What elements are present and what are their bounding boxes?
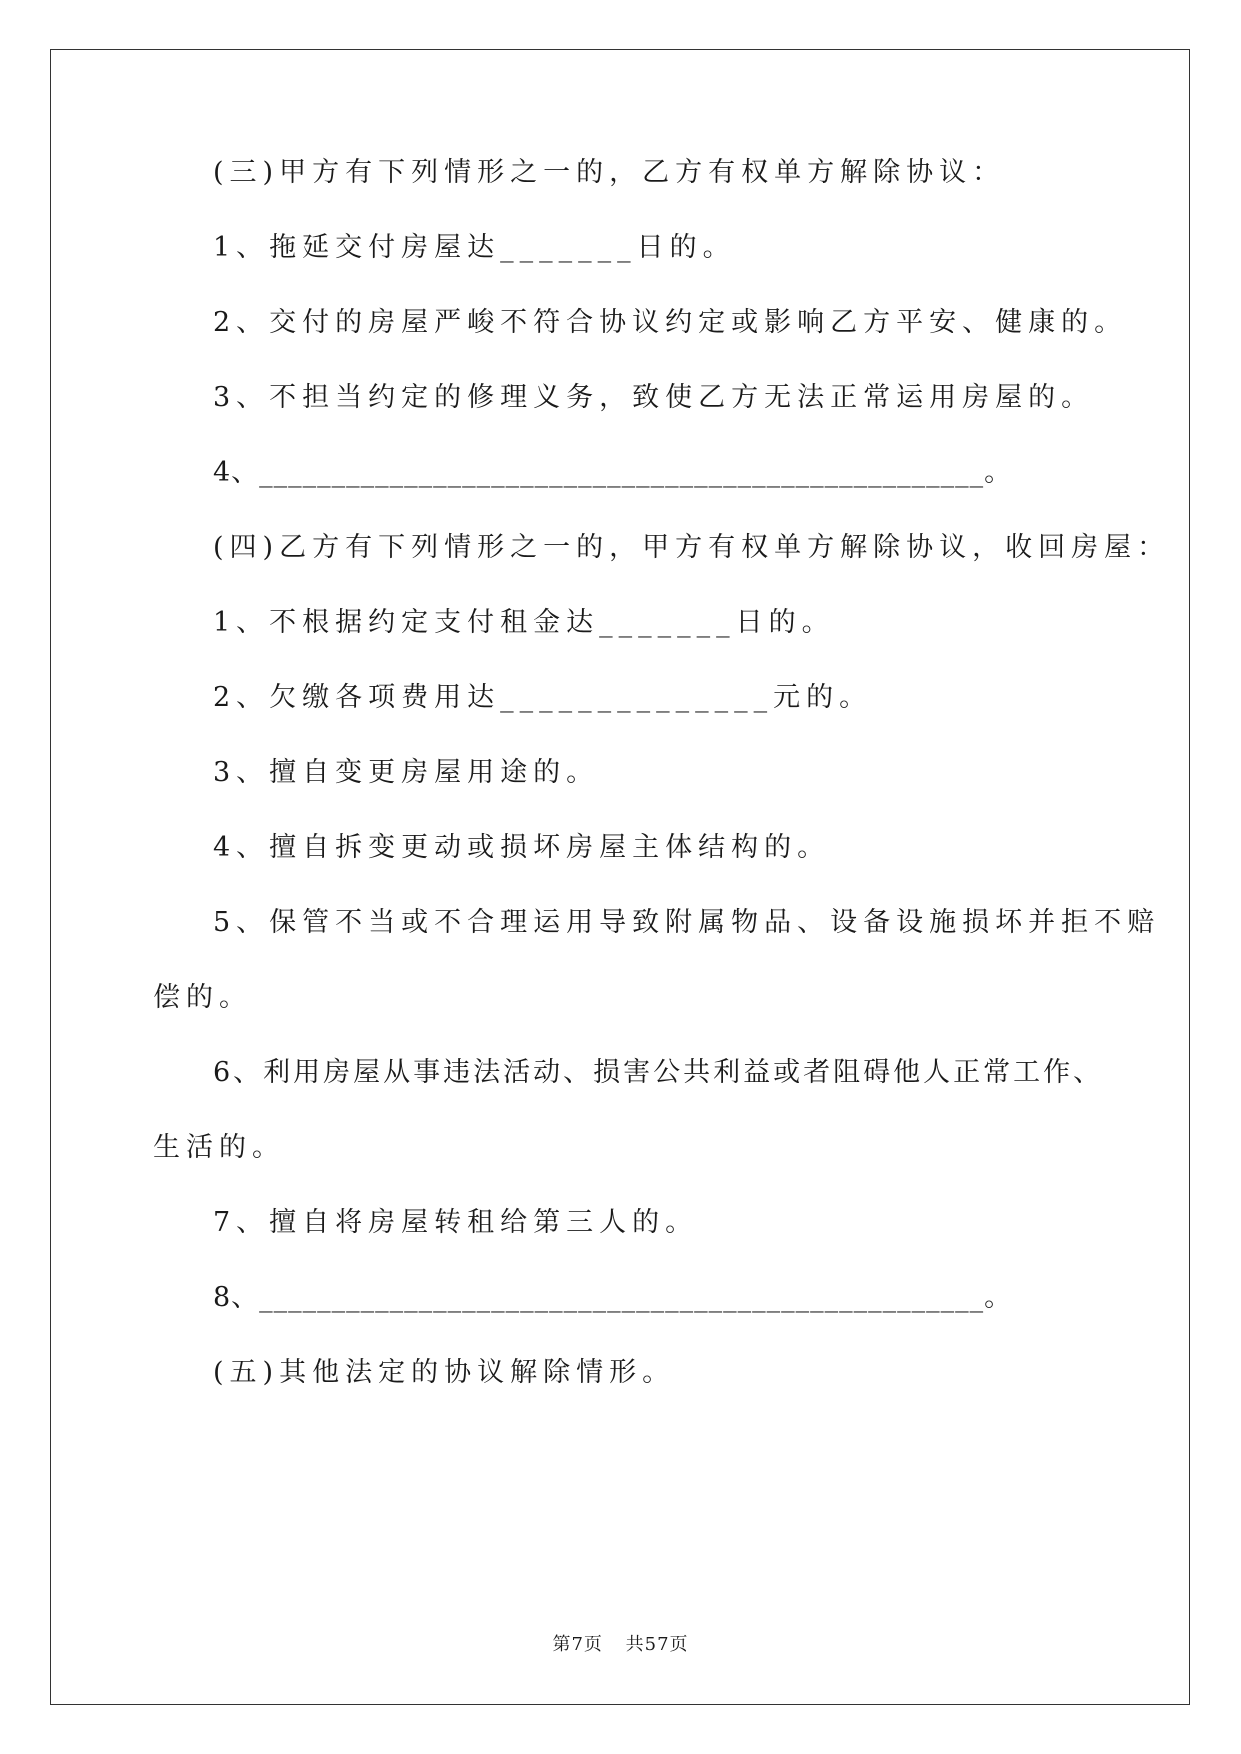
paragraph-4-heading: (四)乙方有下列情形之一的，甲方有权单方解除协议，收回房屋： (213, 532, 1171, 563)
paragraph-item: 4、__________________________________________________。 (213, 457, 1013, 488)
paragraph-continuation: 偿的。 (153, 982, 252, 1013)
paragraph-item: 7、擅自将房屋转租给第三人的。 (213, 1207, 699, 1238)
paragraph-item: 1、拖延交付房屋达_______日的。 (213, 232, 736, 263)
paragraph-item: 6、利用房屋从事违法活动、损害公共利益或者阻碍他人正常工作、 (213, 1057, 1104, 1088)
paragraph-item: 8、__________________________________________________。 (213, 1282, 1013, 1313)
paragraph-item: 2、欠缴各项费用达______________元的。 (213, 682, 873, 713)
page-total: 共57页 (625, 1634, 689, 1655)
paragraph-item: 4、擅自拆变更动或损坏房屋主体结构的。 (213, 832, 831, 863)
paragraph-item: 2、交付的房屋严峻不符合协议约定或影响乙方平安、健康的。 (213, 307, 1128, 338)
paragraph-5-heading: (五)其他法定的协议解除情形。 (213, 1357, 676, 1388)
page-footer (0, 1634, 1241, 1656)
page-border (50, 49, 1190, 1705)
paragraph-item: 5、保管不当或不合理运用导致附属物品、设备设施损坏并拒不赔 (213, 907, 1161, 938)
paragraph-continuation: 生活的。 (153, 1132, 285, 1163)
paragraph-item: 1、不根据约定支付租金达_______日的。 (213, 607, 835, 638)
page-number: 第7页 (552, 1634, 603, 1655)
paragraph-3-heading: (三)甲方有下列情形之一的，乙方有权单方解除协议： (213, 157, 1006, 188)
paragraph-item: 3、擅自变更房屋用途的。 (213, 757, 600, 788)
paragraph-item: 3、不担当约定的修理义务，致使乙方无法正常运用房屋的。 (213, 382, 1095, 413)
